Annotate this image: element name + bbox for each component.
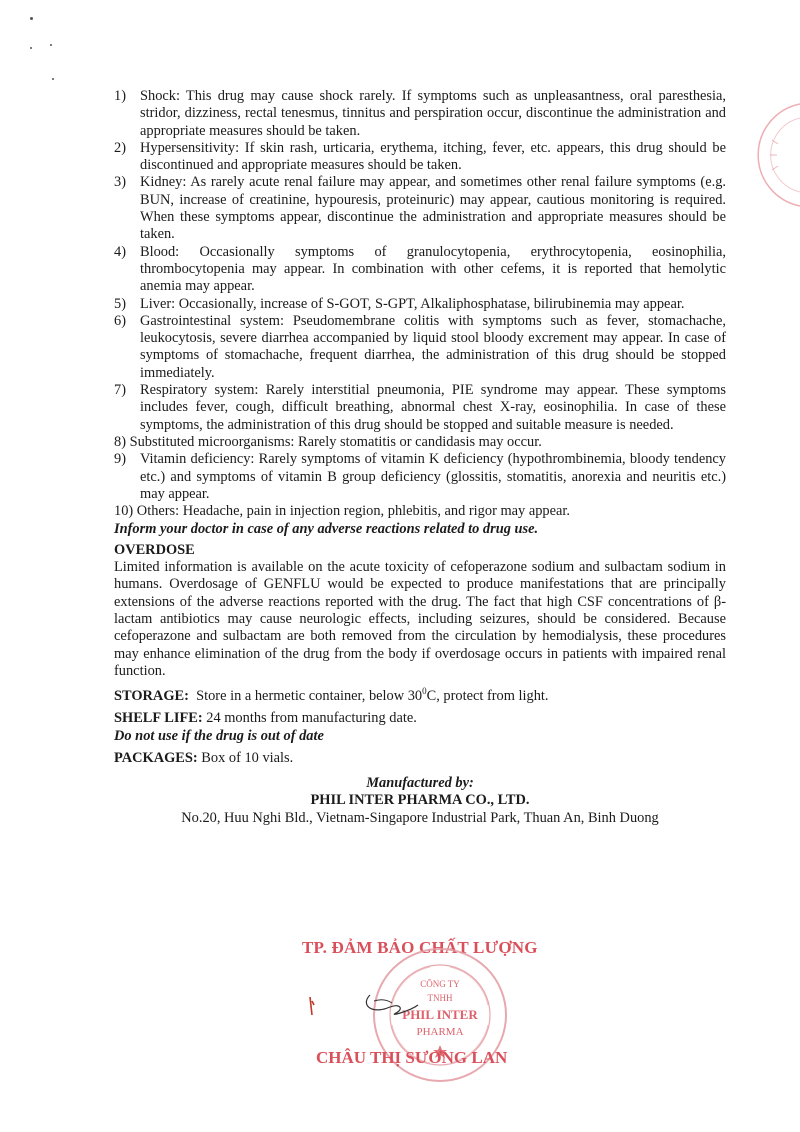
packages-label: PACKAGES: bbox=[114, 749, 198, 766]
manufacturer-block bbox=[114, 775, 726, 827]
overdose-text: Limited information is available on the acute toxicity of cefoperazone sodium and sulbactam sodium in humans. Overdosage of GENFLU would be expected to produce manifestations that are principally extensions of the adverse reactions reported with the drug. The fact that high CSF concentrations of β-lactam antibiotics may cause neurologic effects, including seizures, should be considered. Because cefoperazone and sulbactam are both removed from the circulation by hemodialysis, these procedures may enhance elimination of the drug from the body if overdosage occurs in patients with impaired renal function. bbox=[114, 559, 726, 679]
item-text: Liver: Occasionally, increase of S-GOT, S-GPT, Alkaliphosphatase, bilirubinemia may appear. bbox=[140, 295, 685, 312]
list-item bbox=[114, 313, 726, 382]
list-item bbox=[114, 244, 726, 296]
list-item bbox=[114, 503, 726, 520]
item-number: 5) bbox=[114, 295, 126, 312]
item-number: 1) bbox=[114, 88, 126, 104]
scan-speck bbox=[50, 44, 52, 46]
expiry-note: Do not use if the drug is out of date bbox=[114, 728, 324, 745]
item-number: 2) bbox=[114, 139, 126, 156]
item-number: 6) bbox=[114, 312, 126, 329]
list-item bbox=[114, 434, 726, 451]
item-number: 10) bbox=[114, 503, 134, 520]
item-text: Kidney: As rarely acute renal failure may appear, and sometimes other renal failure symptoms (e.g. BUN, increase of creatinine, hypouresis, proteinuric) may appear, cautious monitoring is required. When these symptoms appear, discontinue the administration and appropriate measures should be taken. bbox=[140, 174, 726, 243]
list-item bbox=[114, 451, 726, 503]
seal-line: TNHH bbox=[427, 993, 453, 1003]
shelf-life-row bbox=[114, 710, 726, 727]
company-name: PHIL INTER PHARMA CO., LTD. bbox=[310, 792, 530, 809]
list-item bbox=[114, 174, 726, 243]
stamp-title: TP. ĐẢM BẢO CHẤT LƯỢNG bbox=[302, 938, 538, 957]
manufactured-by-label: Manufactured by: bbox=[366, 775, 474, 792]
item-text: Gastrointestinal system: Pseudomembrane colitis with symptoms such as fever, stomachache, leukocytosis, severe diarrhea accompanied by liquid stool bloody excrement may appear. In case of symptoms of stomachache, frequent diarrhea, the administration of this drug should be stopped immediately. bbox=[140, 312, 726, 381]
item-text: Others: Headache, pain in injection region, phlebitis, and rigor may appear. bbox=[136, 503, 570, 520]
item-text: Hypersensitivity: If skin rash, urticaria, erythema, itching, fever, etc. appears, this drug should be discontinued and appropriate measures should be taken. bbox=[140, 139, 726, 174]
seal-line: PHIL INTER bbox=[402, 1007, 478, 1022]
list-item bbox=[114, 88, 726, 140]
item-number: 8) bbox=[114, 433, 126, 450]
packages-text: Box of 10 vials. bbox=[201, 749, 294, 766]
signatory-name: CHÂU THỊ SƯƠNG LAN bbox=[316, 1048, 508, 1067]
list-item bbox=[114, 140, 726, 175]
overdose-heading: OVERDOSE bbox=[114, 541, 195, 558]
item-number: 9) bbox=[114, 451, 126, 468]
storage-text: Store in a hermetic container, below 30 bbox=[196, 687, 423, 704]
shelf-life-text: 24 months from manufacturing date. bbox=[206, 710, 417, 727]
storage-text-end: C, protect from light. bbox=[426, 687, 549, 704]
scan-speck bbox=[30, 47, 32, 49]
side-seal-icon bbox=[752, 100, 800, 210]
packages-row bbox=[114, 750, 726, 767]
signature-icon bbox=[300, 975, 420, 1035]
storage-label: STORAGE: bbox=[114, 687, 189, 704]
scan-speck bbox=[52, 78, 54, 80]
inform-doctor-note: Inform your doctor in case of any adverse reactions related to drug use. bbox=[114, 521, 539, 538]
item-number: 7) bbox=[114, 382, 126, 399]
item-text: Respiratory system: Rarely interstitial pneumonia, PIE syndrome may appear. These symptoms includes fever, cough, difficult breathing, abnormal chest X-ray, eosinophilia. In case of these symptoms, the administration of this drug should be stopped and suitable measure is needed. bbox=[140, 382, 726, 433]
item-text: Shock: This drug may cause shock rarely. If symptoms such as unpleasantness, oral paresthesia, stridor, dizziness, rectal tenesmus, tinnitus and perspiration occur, discontinue the administration and appropriate measures should be taken. bbox=[140, 88, 726, 139]
seal-line: PHARMA bbox=[416, 1026, 464, 1038]
item-number: 4) bbox=[114, 243, 126, 260]
degree-superscript: 0 bbox=[422, 686, 427, 697]
company-address: No.20, Huu Nghi Bld., Vietnam-Singapore Industrial Park, Thuan An, Binh Duong bbox=[181, 809, 659, 826]
seal-line: CÔNG TY bbox=[420, 979, 460, 989]
item-number: 3) bbox=[114, 174, 126, 191]
list-item bbox=[114, 382, 726, 434]
item-text: Substituted microorganisms: Rarely stomatitis or candidasis may occur. bbox=[129, 433, 542, 450]
list-item bbox=[114, 296, 726, 313]
adverse-reactions-list bbox=[114, 88, 726, 520]
item-text: Vitamin deficiency: Rarely symptoms of vitamin K deficiency (hypothrombinemia, bloody tendency etc.) and symptoms of vitamin B group deficiency (glossitis, stomatitis, anorexia and neuritis etc.) may appear. bbox=[140, 451, 726, 502]
item-text: Blood: Occasionally symptoms of granulocytopenia, erythrocytopenia, eosinophilia, thrombocytopenia may appear. In combination with other cefems, it is reported that hemolytic anemia may appear. bbox=[140, 243, 726, 295]
shelf-life-label: SHELF LIFE: bbox=[114, 710, 203, 727]
storage-row bbox=[114, 683, 726, 705]
scan-speck bbox=[30, 17, 33, 20]
leaflet-body bbox=[114, 88, 726, 827]
